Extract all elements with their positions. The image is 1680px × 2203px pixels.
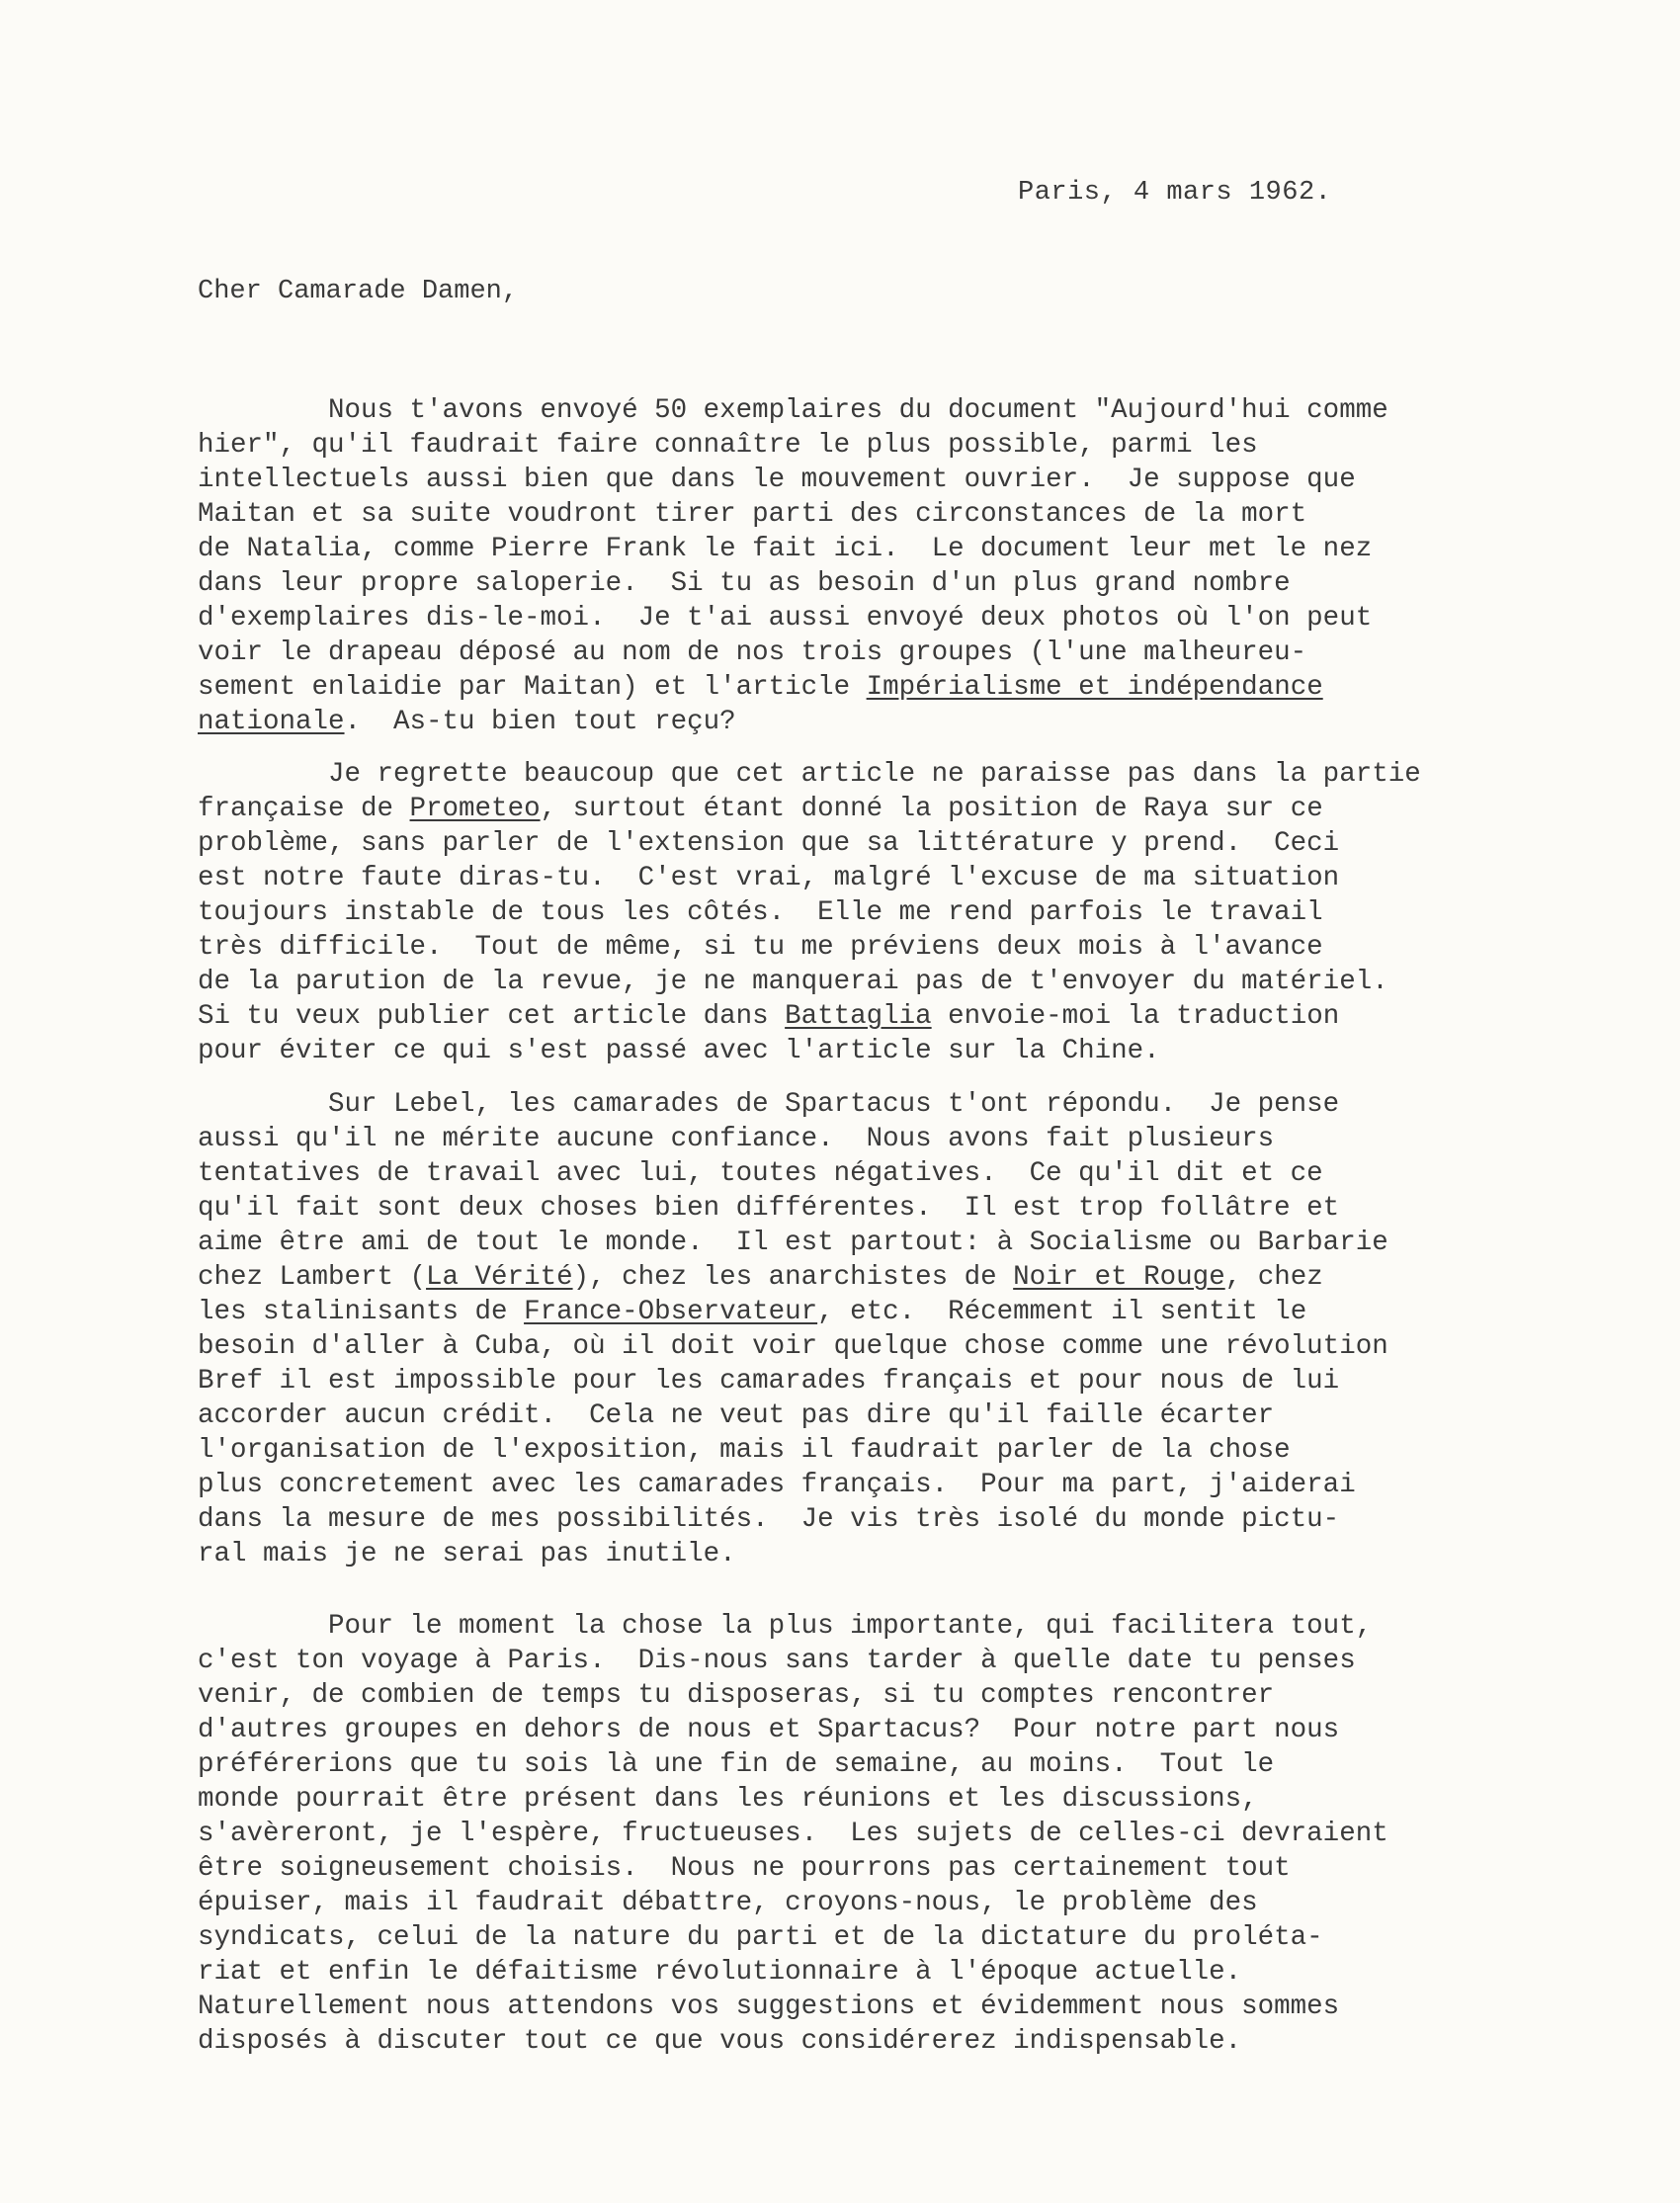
text-line: [198, 1713, 1388, 1747]
paragraph-4: [198, 1609, 1388, 2059]
underlined-title: nationale: [198, 707, 345, 737]
text-line: [198, 1295, 1388, 1329]
text-line: [198, 393, 1388, 428]
text-line: [198, 1851, 1388, 1886]
text-line: [198, 1678, 1388, 1713]
text-line: [198, 1156, 1388, 1191]
text-run: syndicats, celui de la nature du parti et de la dictature du proléta-: [198, 1922, 1323, 1953]
text-line: [198, 1329, 1388, 1364]
underlined-title: France-Observateur: [524, 1297, 818, 1327]
text-run: Naturellement nous attendons vos suggestions et évidemment nous sommes: [198, 1991, 1340, 2022]
text-line: [198, 1782, 1388, 1817]
paragraph-2: [198, 757, 1421, 1068]
text-run: française de: [198, 794, 410, 824]
text-run: plus concretement avec les camarades français. Pour ma part, j'aiderai: [198, 1470, 1356, 1500]
text-run: épuiser, mais il faudrait débattre, croyons-nous, le problème des: [198, 1888, 1258, 1918]
text-line: [198, 895, 1421, 930]
letter-date: Paris, 4 mars 1962.: [1018, 178, 1332, 208]
text-run: être soigneusement choisis. Nous ne pourrons pas certainement tout: [198, 1853, 1291, 1884]
text-run: voir le drapeau déposé au nom de nos trois groupes (l'une malheureu-: [198, 637, 1307, 668]
text-line: [198, 532, 1388, 566]
text-line: [198, 1609, 1388, 1644]
text-line: [198, 1087, 1388, 1122]
text-line: [198, 1398, 1388, 1433]
paragraph-3: [198, 1087, 1388, 1571]
text-line: [198, 1502, 1388, 1537]
text-line: [198, 1990, 1388, 2024]
text-run: dans leur propre saloperie. Si tu as besoin d'un plus grand nombre: [198, 568, 1291, 599]
text-line: [198, 1468, 1388, 1502]
text-line: [198, 1433, 1388, 1468]
text-run: Maitan et sa suite voudront tirer parti des circonstances de la mort: [198, 499, 1307, 530]
underlined-title: La Vérité: [426, 1262, 573, 1293]
salutation: Cher Camarade Damen,: [198, 277, 519, 306]
text-run: accorder aucun crédit. Cela ne veut pas dire qu'il faille écarter: [198, 1400, 1275, 1431]
text-run: qu'il fait sont deux choses bien différentes. Il est trop follâtre et: [198, 1193, 1340, 1224]
text-run: aussi qu'il ne mérite aucune confiance. Nous avons fait plusieurs: [198, 1124, 1275, 1154]
text-line: [198, 1644, 1388, 1678]
text-line: [198, 1920, 1388, 1955]
text-run: d'autres groupes en dehors de nous et Spartacus? Pour notre part nous: [198, 1715, 1340, 1745]
text-run: Bref il est impossible pour les camarades français et pour nous de lui: [198, 1366, 1340, 1397]
text-run: Pour le moment la chose la plus importante, qui facilitera tout,: [198, 1611, 1373, 1642]
text-run: ), chez les anarchistes de: [572, 1262, 1014, 1293]
text-run: c'est ton voyage à Paris. Dis-nous sans tarder à quelle date tu penses: [198, 1646, 1356, 1676]
text-line: [198, 1886, 1388, 1920]
text-line: [198, 999, 1421, 1034]
text-run: ral mais je ne serai pas inutile.: [198, 1539, 736, 1569]
text-run: intellectuels aussi bien que dans le mouvement ouvrier. Je suppose que: [198, 465, 1356, 495]
paragraph-1: [198, 393, 1388, 739]
underlined-title: Prometeo: [409, 794, 541, 824]
text-run: riat et enfin le défaitisme révolutionnaire à l'époque actuelle.: [198, 1957, 1242, 1988]
text-run: , chez: [1224, 1262, 1323, 1293]
text-run: s'avèreront, je l'espère, fructueuses. Les sujets de celles-ci devraient: [198, 1819, 1388, 1849]
text-run: , surtout étant donné la position de Raya sur ce: [540, 794, 1323, 824]
text-run: Si tu veux publier cet article dans: [198, 1001, 786, 1032]
text-line: [198, 1260, 1388, 1295]
underlined-title: Noir et Rouge: [1013, 1262, 1225, 1293]
text-line: [198, 705, 1388, 739]
text-run: . As-tu bien tout reçu?: [344, 707, 736, 737]
text-run: Sur Lebel, les camarades de Spartacus t'ont répondu. Je pense: [198, 1089, 1340, 1120]
text-run: disposés à discuter tout ce que vous considérerez indispensable.: [198, 2026, 1242, 2057]
text-line: [198, 1817, 1388, 1851]
underlined-title: Impérialisme et indépendance: [866, 672, 1323, 703]
text-line: [198, 1537, 1388, 1571]
text-line: [198, 1034, 1421, 1068]
text-run: tentatives de travail avec lui, toutes négatives. Ce qu'il dit et ce: [198, 1158, 1323, 1189]
text-run: hier", qu'il faudrait faire connaître le plus possible, parmi les: [198, 430, 1258, 461]
text-line: [198, 601, 1388, 635]
text-line: [198, 2024, 1388, 2059]
text-run: aime être ami de tout le monde. Il est partout: à Socialisme ou Barbarie: [198, 1228, 1388, 1258]
text-run: Nous t'avons envoyé 50 exemplaires du document "Aujourd'hui comme: [198, 395, 1388, 426]
text-run: monde pourrait être présent dans les réunions et les discussions,: [198, 1784, 1258, 1815]
text-line: [198, 861, 1421, 895]
text-line: [198, 1955, 1388, 1990]
text-run: très difficile. Tout de même, si tu me préviens deux mois à l'avance: [198, 932, 1323, 963]
text-run: de la parution de la revue, je ne manquerai pas de t'envoyer du matériel.: [198, 967, 1388, 997]
text-run: , etc. Récemment il sentit le: [817, 1297, 1307, 1327]
underlined-title: Battaglia: [785, 1001, 932, 1032]
text-line: [198, 497, 1388, 532]
text-line: [198, 635, 1388, 670]
text-line: [198, 670, 1388, 705]
text-line: [198, 1747, 1388, 1782]
text-line: [198, 965, 1421, 999]
text-line: [198, 757, 1421, 792]
text-run: problème, sans parler de l'extension que sa littérature y prend. Ceci: [198, 828, 1340, 859]
text-run: chez Lambert (: [198, 1262, 427, 1293]
text-line: [198, 1191, 1388, 1226]
text-run: dans la mesure de mes possibilités. Je vis très isolé du monde pictu-: [198, 1504, 1340, 1535]
text-run: l'organisation de l'exposition, mais il faudrait parler de la chose: [198, 1435, 1291, 1466]
text-line: [198, 463, 1388, 497]
text-run: toujours instable de tous les côtés. Elle me rend parfois le travail: [198, 897, 1323, 928]
text-run: envoie-moi la traduction: [931, 1001, 1340, 1032]
text-run: venir, de combien de temps tu disposeras, si tu comptes rencontrer: [198, 1680, 1275, 1711]
text-run: les stalinisants de: [198, 1297, 525, 1327]
text-run: de Natalia, comme Pierre Frank le fait ici. Le document leur met le nez: [198, 534, 1373, 564]
text-line: [198, 930, 1421, 965]
text-line: [198, 792, 1421, 826]
text-run: besoin d'aller à Cuba, où il doit voir quelque chose comme une révolution: [198, 1331, 1388, 1362]
text-run: préférerions que tu sois là une fin de semaine, au moins. Tout le: [198, 1749, 1275, 1780]
text-run: Je regrette beaucoup que cet article ne paraisse pas dans la partie: [198, 759, 1421, 790]
text-line: [198, 1122, 1388, 1156]
text-run: pour éviter ce qui s'est passé avec l'article sur la Chine.: [198, 1036, 1160, 1066]
text-line: [198, 566, 1388, 601]
text-run: est notre faute diras-tu. C'est vrai, malgré l'excuse de ma situation: [198, 863, 1340, 893]
text-line: [198, 428, 1388, 463]
text-run: sement enlaidie par Maitan) et l'article: [198, 672, 867, 703]
text-line: [198, 1226, 1388, 1260]
text-line: [198, 826, 1421, 861]
text-run: d'exemplaires dis-le-moi. Je t'ai aussi envoyé deux photos où l'on peut: [198, 603, 1373, 634]
text-line: [198, 1364, 1388, 1398]
